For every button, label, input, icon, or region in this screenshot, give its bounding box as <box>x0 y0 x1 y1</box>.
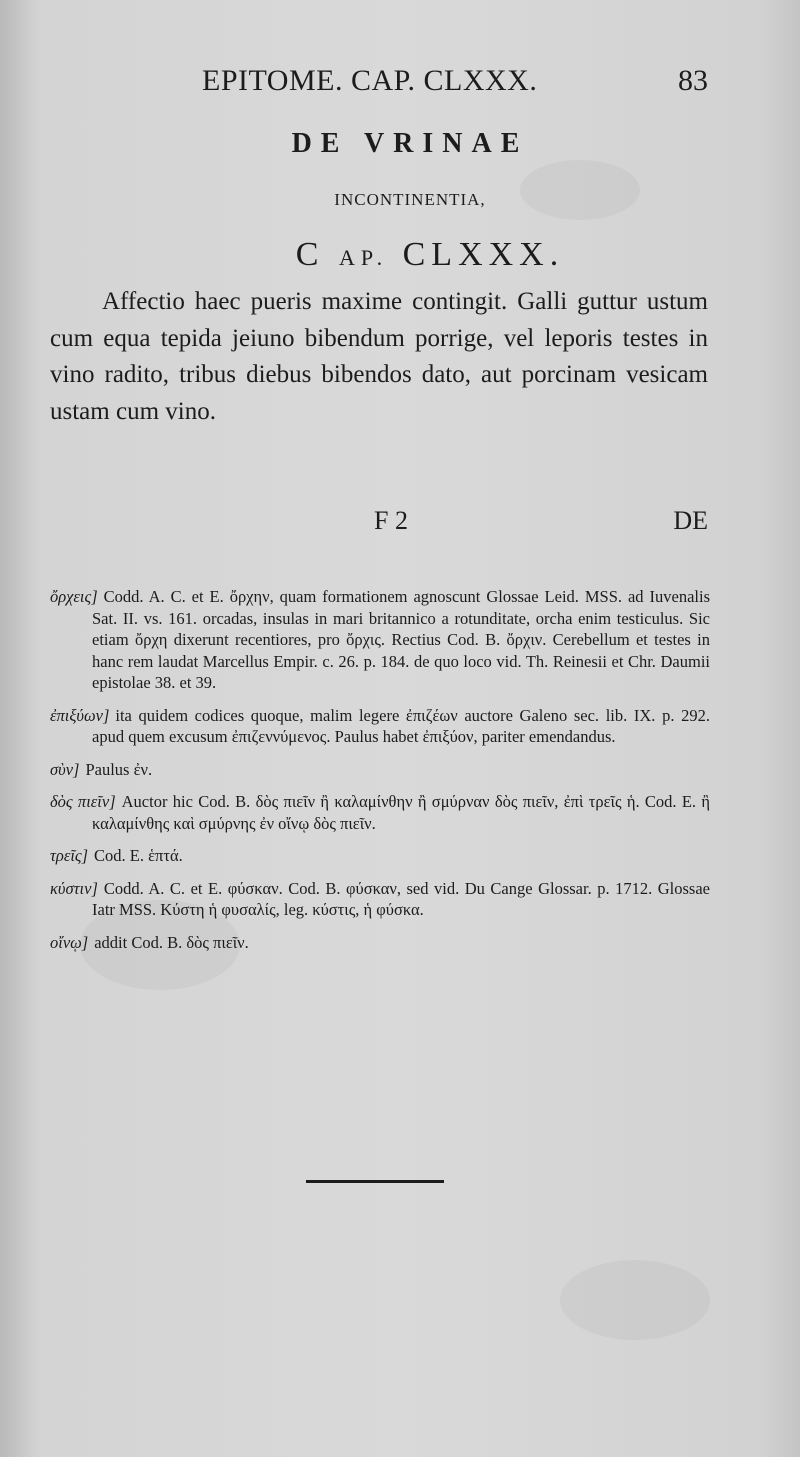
running-title: EPITOME. CAP. CLXXX. <box>202 64 538 97</box>
running-head <box>0 64 800 104</box>
note-text: Codd. A. C. et E. ὄρχην, quam formationem agnoscunt Glossae Leid. MSS. ad Iuvenalis Sat. II. vs. 161. orcadas, insulas in mari britannico a rotunditate, orcha enim testiculus. Sic etiam ὄρχη dixerunt recentiores, pro ὄρχις. Rectius Cod. B. ὄρχιν. Cerebellum et testes in hanc rem laudat Marcellus Empir. c. 26. p. 184. de quo loco vid. Th. Reinesii et Chr. Daumii epistolae 38. et 39. <box>92 587 710 692</box>
footnote <box>50 791 710 834</box>
note-lemma: σὺν] <box>50 759 80 779</box>
paper-stain <box>560 1260 710 1340</box>
footnote <box>50 586 710 694</box>
note-text: addit Cod. B. δὸς πιεῖν. <box>94 932 249 952</box>
closing-rule <box>306 1180 444 1183</box>
chapter-cap-letter: C <box>295 236 325 273</box>
note-lemma: δὸς πιεῖν] <box>50 792 116 811</box>
note-lemma: κύστιν] <box>50 878 98 898</box>
chapter-subtitle: INCONTINENTIA, <box>334 190 486 209</box>
note-text: Codd. A. C. et E. φύσκαν. Cod. B. φύσκαν, sed vid. Du Cange Glossar. p. 1712. Glossae Iatr MSS. Κύστη ἡ φυσαλίς, leg. κύστις, ἡ φύσκα. <box>92 878 710 919</box>
catchword: DE <box>673 506 708 535</box>
main-paragraph <box>50 284 708 430</box>
footnote <box>50 932 710 954</box>
footnote <box>50 845 710 867</box>
signature-mark: F 2 <box>374 506 408 535</box>
footnote <box>50 759 710 781</box>
main-paragraph-text: Affectio haec pueris maxime contingit. Galli guttur ustum cum equa tepida jeiuno bibendum porrige, vel leporis testes in vino radito, tribus diebus bibendos dato, aut porcinam vesicam ustam cum vino. <box>50 288 708 425</box>
note-lemma: οἴνῳ] <box>50 932 89 952</box>
footnote <box>50 705 710 748</box>
page-number: 83 <box>678 64 708 97</box>
footnotes <box>50 586 710 964</box>
chapter-number: CLXXX. <box>402 236 565 273</box>
chapter-number-heading <box>0 236 800 274</box>
note-lemma: τρεῖς] <box>50 846 89 865</box>
note-lemma: ἐπιξύων] <box>50 705 110 725</box>
chapter-title: DE VRINAE <box>291 128 529 159</box>
note-text: ita quidem codices quoque, malim legere ἐπιζέων auctore Galeno sec. lib. IX. p. 292. apud quem excusum ἐπιζεννύμενος. Paulus habet ἐπιξύον, pariter emendandus. <box>92 705 710 746</box>
note-text: Paulus ἐν. <box>85 759 153 779</box>
footnote <box>50 878 710 921</box>
note-text: Auctor hic Cod. B. δὸς πιεῖν ἢ καλαμίνθην ἢ σμύρναν δὸς πιεῖν, ἐπὶ τρεῖς ἡ. Cod. E. ἢ καλαμίνθης καὶ σμύρνης ἐν οἴνῳ δὸς πιεῖν. <box>92 792 711 833</box>
note-lemma: ὄρχεις] <box>50 587 98 606</box>
note-text: Cod. E. ἑπτά. <box>94 846 183 865</box>
chapter-cap-small: AP. <box>338 245 389 270</box>
